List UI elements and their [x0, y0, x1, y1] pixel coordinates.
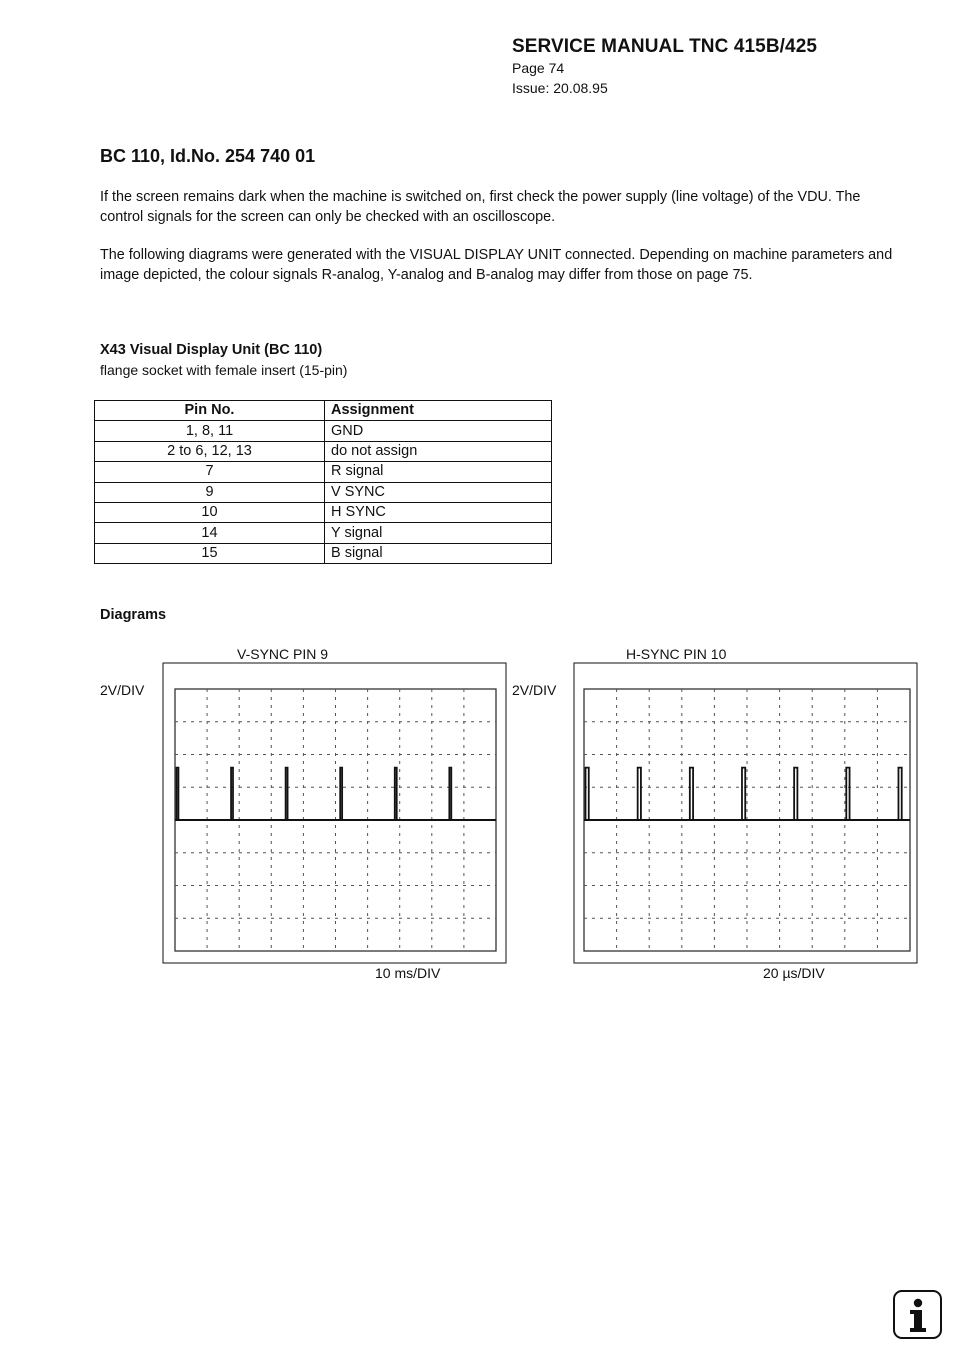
assignment-cell: GND [325, 421, 552, 441]
manual-title: SERVICE MANUAL TNC 415B/425 [512, 36, 818, 57]
hsync-x-scale: 20 µs/DIV [763, 965, 825, 981]
vsync-y-scale: 2V/DIV [100, 682, 145, 698]
scope-frame [163, 663, 506, 963]
assignment-cell: H SYNC [325, 502, 552, 522]
assignment-cell: Y signal [325, 523, 552, 543]
vsync-chart-title: V-SYNC PIN 9 [237, 646, 329, 662]
diagrams-title: Diagrams [100, 607, 167, 623]
connector-description: flange socket with female insert (15-pin) [100, 362, 348, 378]
info-glyph [895, 1292, 940, 1337]
diagrams-paragraph: The following diagrams were generated with the VISUAL DISPLAY UNIT connected. Depending on machine parameters and image depicted, the colour signals R-analog, Y-analog and B-analog may differ from those on page 75. [100, 247, 893, 283]
hsync-y-scale: 2V/DIV [512, 682, 557, 698]
hsync-chart-title: H-SYNC PIN 10 [626, 646, 727, 662]
pin-cell: 9 [95, 482, 325, 502]
pin-cell: 14 [95, 523, 325, 543]
assignment-cell: V SYNC [325, 482, 552, 502]
page-number: Page 74 [512, 60, 565, 76]
pin-cell: 10 [95, 502, 325, 522]
intro-paragraph: If the screen remains dark when the machine is switched on, first check the power supply (line voltage) of the VDU. The control signals for the screen can only be checked with an oscilloscope. [100, 189, 861, 225]
assignment-cell: B signal [325, 543, 552, 563]
issue-date: Issue: 20.08.95 [512, 80, 608, 96]
pin-cell: 2 to 6, 12, 13 [95, 441, 325, 461]
pin-cell: 1, 8, 11 [95, 421, 325, 441]
pin-cell: 7 [95, 462, 325, 482]
section-title: BC 110, Id.No. 254 740 01 [100, 146, 316, 166]
header-pin-no: Pin No. [95, 401, 325, 421]
assignment-cell: R signal [325, 462, 552, 482]
assignment-cell: do not assign [325, 441, 552, 461]
header-assignment: Assignment [325, 401, 552, 421]
connector-title: X43 Visual Display Unit (BC 110) [100, 342, 323, 358]
info-icon [893, 1290, 942, 1339]
pin-cell: 15 [95, 543, 325, 563]
hsync-oscilloscope [574, 663, 917, 963]
vsync-x-scale: 10 ms/DIV [375, 965, 441, 981]
vsync-oscilloscope [163, 663, 506, 963]
